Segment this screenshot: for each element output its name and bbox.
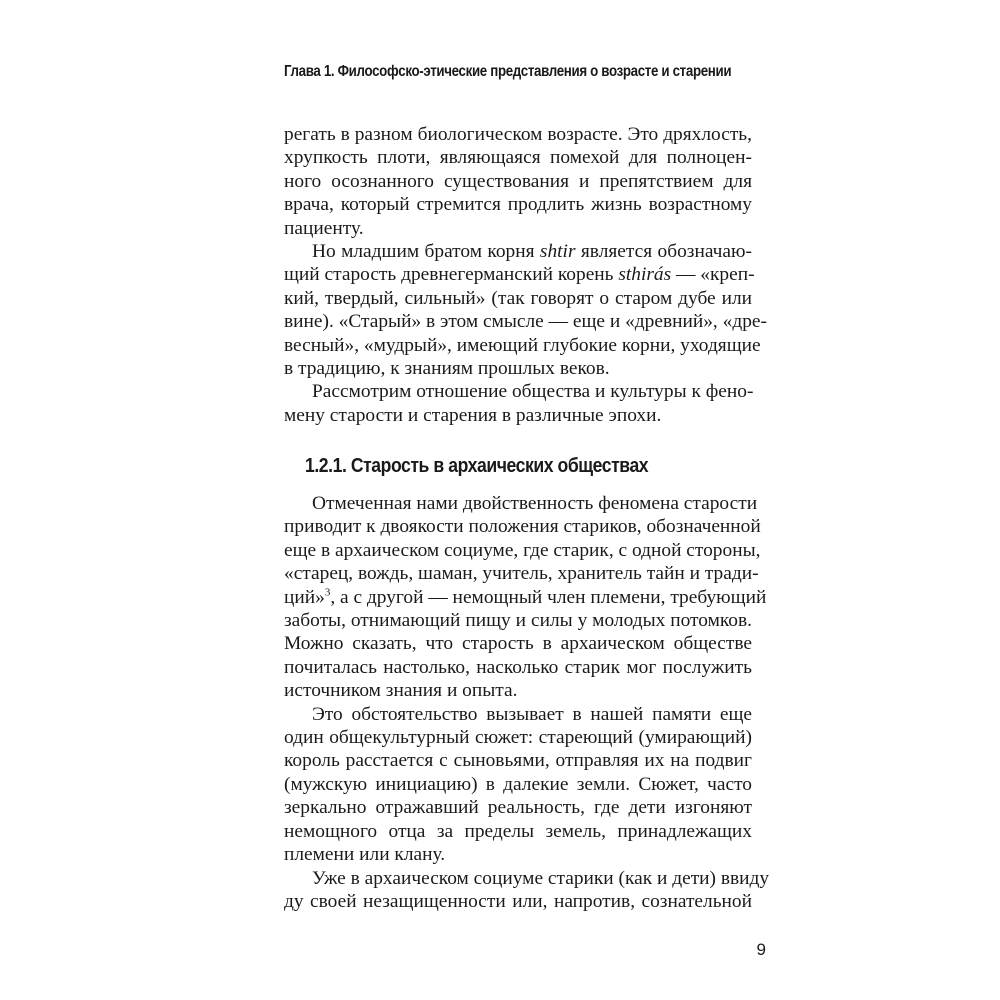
text-line: регать в разном биологическом возрасте. Это дряхлость, — [284, 124, 752, 145]
text-line: весный», «мудрый», имеющий глубокие корни, уходящие — [284, 334, 761, 356]
paragraph — [284, 240, 767, 380]
text-line: в традицию, к знаниям прошлых веков. — [284, 358, 610, 380]
paragraph — [284, 380, 752, 427]
section-heading: 1.2.1. Старость в архаических обществах — [305, 455, 649, 477]
text-line: еще в архаическом социуме, где старик, с одной стороны, — [284, 539, 761, 561]
text-line: заботы, отнимающий пищу и силы у молодых потомков. — [284, 610, 752, 632]
text-line: ного осознанного существования и препятствием для — [284, 170, 752, 192]
text-line: хрупкость плоти, являющаяся помехой для полноцен- — [284, 147, 752, 169]
text-line: (мужскую инициацию) в далекие земли. Сюжет, часто — [284, 773, 752, 795]
text-line: врача, который стремится продлить жизнь возрастному — [284, 194, 752, 216]
term-shtir: shtir — [539, 241, 576, 263]
text-line: зеркально отражавший реальность, где дети изгоняют — [284, 797, 752, 819]
paragraph — [284, 123, 752, 240]
paragraph — [284, 867, 770, 914]
body-text-bottom — [284, 492, 770, 913]
text-line: Рассмотрим отношение общества и культуры к фено- — [312, 381, 754, 403]
text-line: один общекультурный сюжет: стареющий (умирающий) — [284, 727, 752, 749]
text-line: ду своей незащищенности или, напротив, сознательной — [284, 890, 752, 912]
text-line: племени или клану. — [284, 844, 446, 866]
text-line: пациенту. — [284, 217, 364, 239]
text-line: Но младшим братом корня shtir является обозначаю- — [312, 241, 752, 263]
text-line: мену старости и старения в различные эпохи. — [284, 404, 662, 426]
body-text-top — [284, 123, 767, 427]
text-line: Это обстоятельство вызывает в нашей памяти еще — [312, 703, 752, 725]
text-line: Уже в архаическом социуме старики (как и дети) ввиду — [312, 867, 770, 889]
text-line: приводит к двоякости положения стариков, обозначенной — [284, 516, 761, 538]
paragraph — [284, 703, 752, 867]
text-line: король расстается с сыновьями, отправляя их на подвиг — [284, 750, 752, 772]
running-header: Глава 1. Философско-этические представления о возрасте и старении — [284, 63, 732, 80]
paragraph — [284, 492, 767, 703]
text-line: почиталась настолько, насколько старик мог послужить — [284, 656, 752, 678]
text-line: кий, твердый, сильный» (так говорят о старом дубе или — [284, 287, 752, 309]
text-line: Отмеченная нами двойственность феномена старости — [312, 493, 758, 514]
term-sthiras: sthirás — [618, 264, 672, 286]
footnote-ref: 3 — [324, 586, 331, 599]
page-number: 9 — [756, 940, 766, 959]
text-line: вине). «Старый» в этом смысле — еще и «древний», «дре- — [284, 311, 767, 333]
text-line: Можно сказать, что старость в архаическом обществе — [284, 633, 752, 655]
text-line: немощного отца за пределы земель, принадлежащих — [284, 820, 752, 842]
text-line: ций»$^3$, а с другой — немощный член племени, требующий — [284, 586, 767, 608]
text-line: щий старость древнегерманский корень sthirás — «креп- — [284, 264, 755, 286]
text-line: «старец, вождь, шаман, учитель, хранитель тайн и тради- — [284, 563, 759, 585]
text-line: источником знания и опыта. — [284, 680, 518, 702]
